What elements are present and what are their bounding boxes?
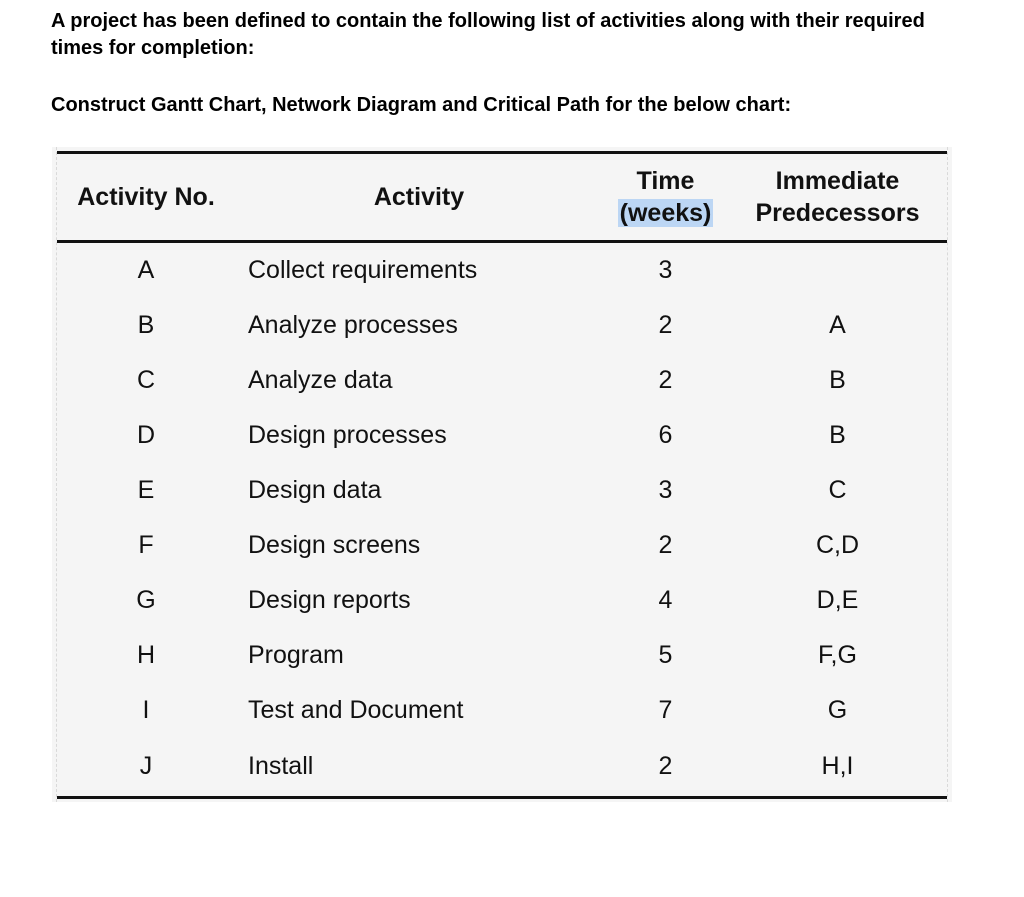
cell-activity-no: D <box>136 421 156 449</box>
table-row <box>57 738 947 794</box>
cell-activity-no: G <box>136 586 156 614</box>
cell-time: 2 <box>658 531 673 559</box>
cell-time: 2 <box>658 751 673 780</box>
cell-activity: Design processes <box>248 421 447 449</box>
cell-activity: Collect requirements <box>248 256 478 284</box>
header-activity: Activity <box>373 183 465 211</box>
cell-activity-no: E <box>137 476 155 504</box>
cell-activity: Design screens <box>248 531 421 559</box>
header-time <box>603 153 728 242</box>
cell-activity: Program <box>248 641 344 669</box>
table-row <box>57 683 947 738</box>
cell-predecessors: G <box>827 696 848 724</box>
cell-time: 2 <box>658 366 673 394</box>
header-time-line2-highlighted: (weeks) <box>619 199 712 227</box>
cell-predecessors: H,I <box>821 751 854 780</box>
table-row <box>57 353 947 408</box>
cell-activity-no: J <box>139 751 153 780</box>
cell-activity-no: A <box>137 256 155 284</box>
header-pred-line2: Predecessors <box>755 199 920 227</box>
intro-paragraph: A project has been defined to contain the following list of activities along with their required times for completion: <box>51 10 925 59</box>
cell-activity: Design data <box>248 476 382 504</box>
cell-activity: Analyze processes <box>248 311 458 339</box>
header-activity-no: Activity No. <box>77 183 215 211</box>
cell-predecessors: C,D <box>815 531 860 559</box>
instruction-paragraph: Construct Gantt Chart, Network Diagram and Critical Path for the below chart: <box>51 94 792 116</box>
cell-predecessors: C <box>828 476 847 504</box>
header-time-line1: Time <box>636 167 695 195</box>
cell-predecessors: B <box>829 366 846 394</box>
cell-predecessors: D,E <box>816 586 859 614</box>
table-row <box>57 628 947 683</box>
cell-predecessors: B <box>829 421 846 449</box>
cell-activity: Design reports <box>248 586 411 614</box>
table-row <box>57 242 947 299</box>
table-bottom-rule <box>57 796 947 799</box>
header-pred-line1: Immediate <box>775 167 900 195</box>
cell-time: 3 <box>658 256 673 284</box>
cell-activity: Analyze data <box>248 366 393 394</box>
activity-table-container <box>52 147 952 802</box>
cell-time: 4 <box>658 586 673 614</box>
cell-activity-no: C <box>136 366 156 394</box>
cell-time: 7 <box>658 696 673 724</box>
header-predecessors <box>728 153 947 242</box>
cell-time: 6 <box>658 421 673 449</box>
table-row <box>57 298 947 353</box>
table-row <box>57 573 947 628</box>
table-row <box>57 518 947 573</box>
cell-activity-no: I <box>142 696 150 724</box>
cell-activity: Install <box>248 751 314 780</box>
activity-table <box>57 151 947 794</box>
cell-predecessors: F,G <box>818 641 857 669</box>
cell-time: 2 <box>658 311 673 339</box>
cell-activity-no: B <box>137 311 155 339</box>
cell-time: 5 <box>658 641 673 669</box>
table-header-row <box>57 153 947 242</box>
table-row <box>57 408 947 463</box>
cell-predecessors <box>728 242 947 299</box>
cell-time: 3 <box>658 476 673 504</box>
cell-activity-no: F <box>138 531 154 559</box>
cell-activity-no: H <box>136 641 156 669</box>
cell-activity: Test and Document <box>248 696 464 724</box>
cell-predecessors: A <box>829 311 846 339</box>
table-row <box>57 463 947 518</box>
